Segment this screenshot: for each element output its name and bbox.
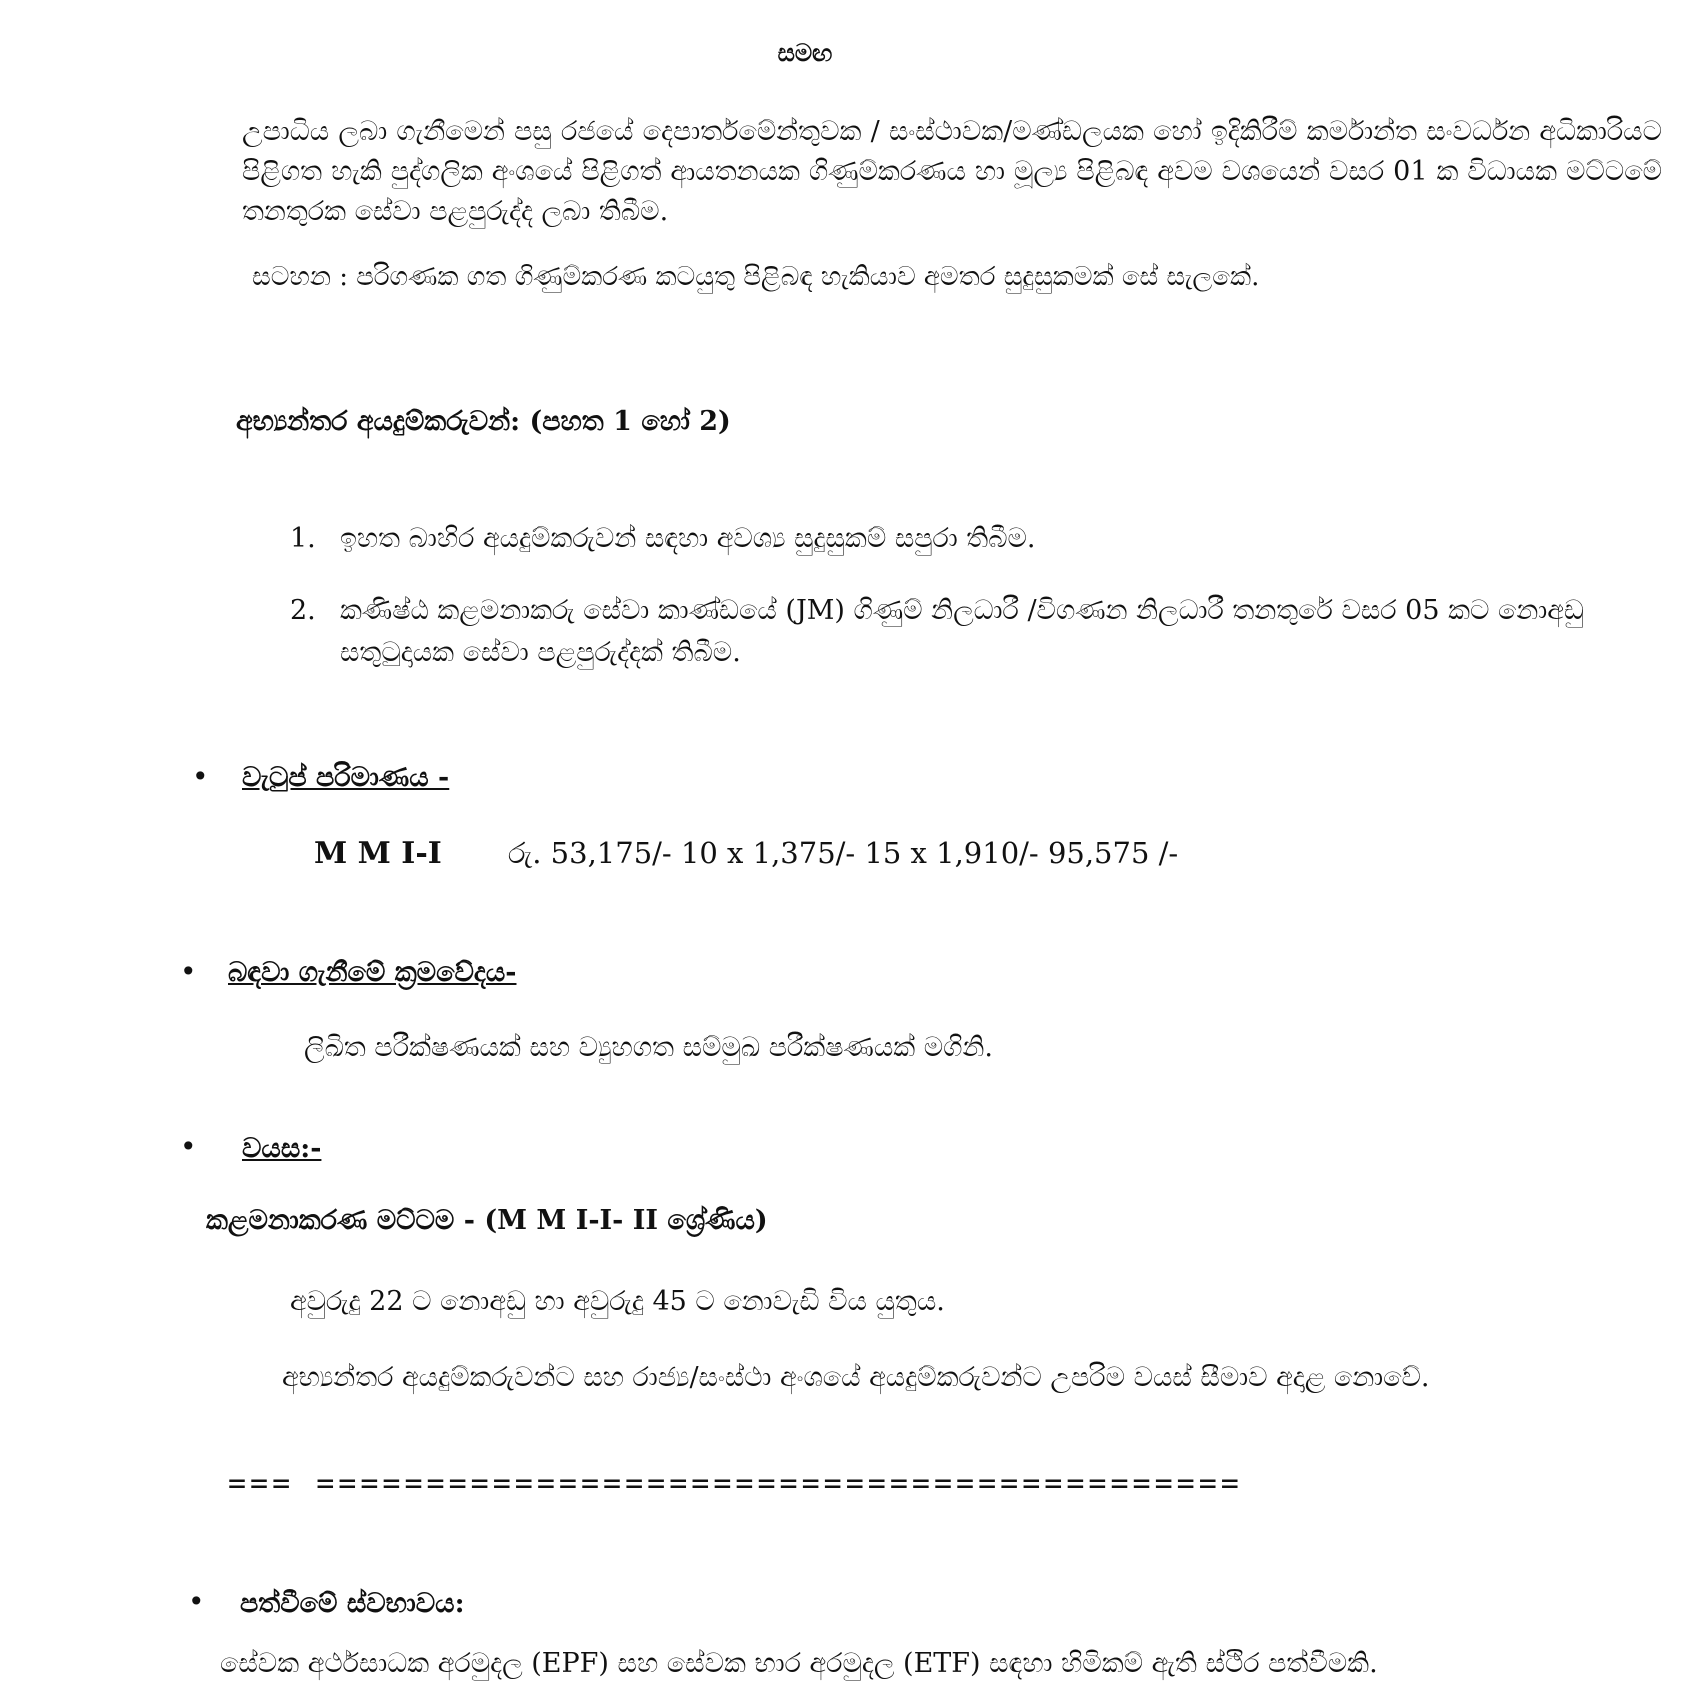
page-title: සමඟ <box>777 38 833 67</box>
list-item-text: කණිෂ්ඨ කළමනාකරු සේවා කාණ්ඩයේ (JM) ගිණුම් නිලධාරී /විගණන නිලධාරී තනතුරේ වසර 05 කට නොඅඩු සතුටුදායක සේවා පළපුරුද්දක් තිබීම. <box>340 595 1584 668</box>
qualification-paragraph: උපාධිය ලබා ගැනීමෙන් පසු රජයේ දෙපාර්තමේන්තුවක / සංස්ථාවක/මණ්ඩලයක හෝ ඉදිකිරීම් කර්මාන්ත සංවර්ධන අධිකාරියට පිළිගත හැකි පුද්ගලික අංශයේ පිළිගත් ආයතනයක ගිණුම්කරණය හා මූල්‍ය පිළිබඳ අවම වශයෙන් වසර 01 ක විධායක මට්ටමේ තනතුරක සේවා පළපුරුද්ද ලබා තිබීම. <box>242 116 1662 227</box>
salary-code: M M I-I <box>314 836 442 871</box>
note-text: සටහන : පරිගණක ගත ගිණුම්කරණ කටයුතු පිළිබඳ හැකියාව අමතර සුදුසුකමක් සේ සැලකේ. <box>252 262 1260 292</box>
internal-applicants-heading: අභ්‍යන්තර අයදුම්කරුවන්: (පහත 1 හෝ 2) <box>236 406 731 437</box>
salary-heading: වැටුප් පරිමාණය - <box>242 762 450 793</box>
recruitment-heading: බඳවා ගැනීමේ ක්‍රමවේදය- <box>228 957 517 988</box>
list-item <box>290 590 1620 674</box>
list-item <box>290 518 1620 560</box>
appointment-nature-text: සේවක අර්ථසාධක අරමුදල (EPF) සහ සේවක භාර අරමුදල (ETF) සඳහා හිමිකම් ඇති ස්ථිර පත්වීමකි. <box>220 1648 1378 1679</box>
section-divider: === ========================================== <box>228 1466 1243 1501</box>
appointment-nature-heading: පත්වීමේ ස්වභාවය: <box>240 1588 465 1619</box>
list-item-text: ඉහත බාහිර අයදුම්කරුවන් සඳහා අවශ්‍ය සුදුසුකම් සපුරා තිබීම. <box>340 523 1036 554</box>
recruitment-text: ලිඛිත පරීක්ෂණයක් සහ ව්‍යුහගත සම්මුඛ පරීක්ෂණයක් මගිනි. <box>304 1032 993 1063</box>
bullet-icon: • <box>188 1585 205 1618</box>
salary-scale: රු. 53,175/- 10 x 1,375/- 15 x 1,910/- 95,575 /- <box>508 836 1179 870</box>
age-heading: වයස:- <box>242 1133 322 1164</box>
age-exemption-text: අභ්‍යන්තර අයදුම්කරුවන්ට සහ රාජ්‍ය/සංස්ථා අංශයේ අයදුම්කරුවන්ට උපරිම වයස් සීමාව අදාළ නොවේ. <box>282 1362 1430 1393</box>
bullet-icon: • <box>180 955 197 988</box>
age-level-heading: කළමනාකරණ මට්ටම - (M M I-I- II ශ්‍රේණිය) <box>206 1205 768 1236</box>
bullet-icon: • <box>180 1130 197 1163</box>
bullet-icon: • <box>192 760 209 793</box>
list-item-number: 1. <box>290 523 316 554</box>
list-item-number: 2. <box>290 595 316 626</box>
age-limit-text: අවුරුදු 22 ට නොඅඩු හා අවුරුදු 45 ට නොවැඩි විය යුතුය. <box>290 1286 945 1317</box>
